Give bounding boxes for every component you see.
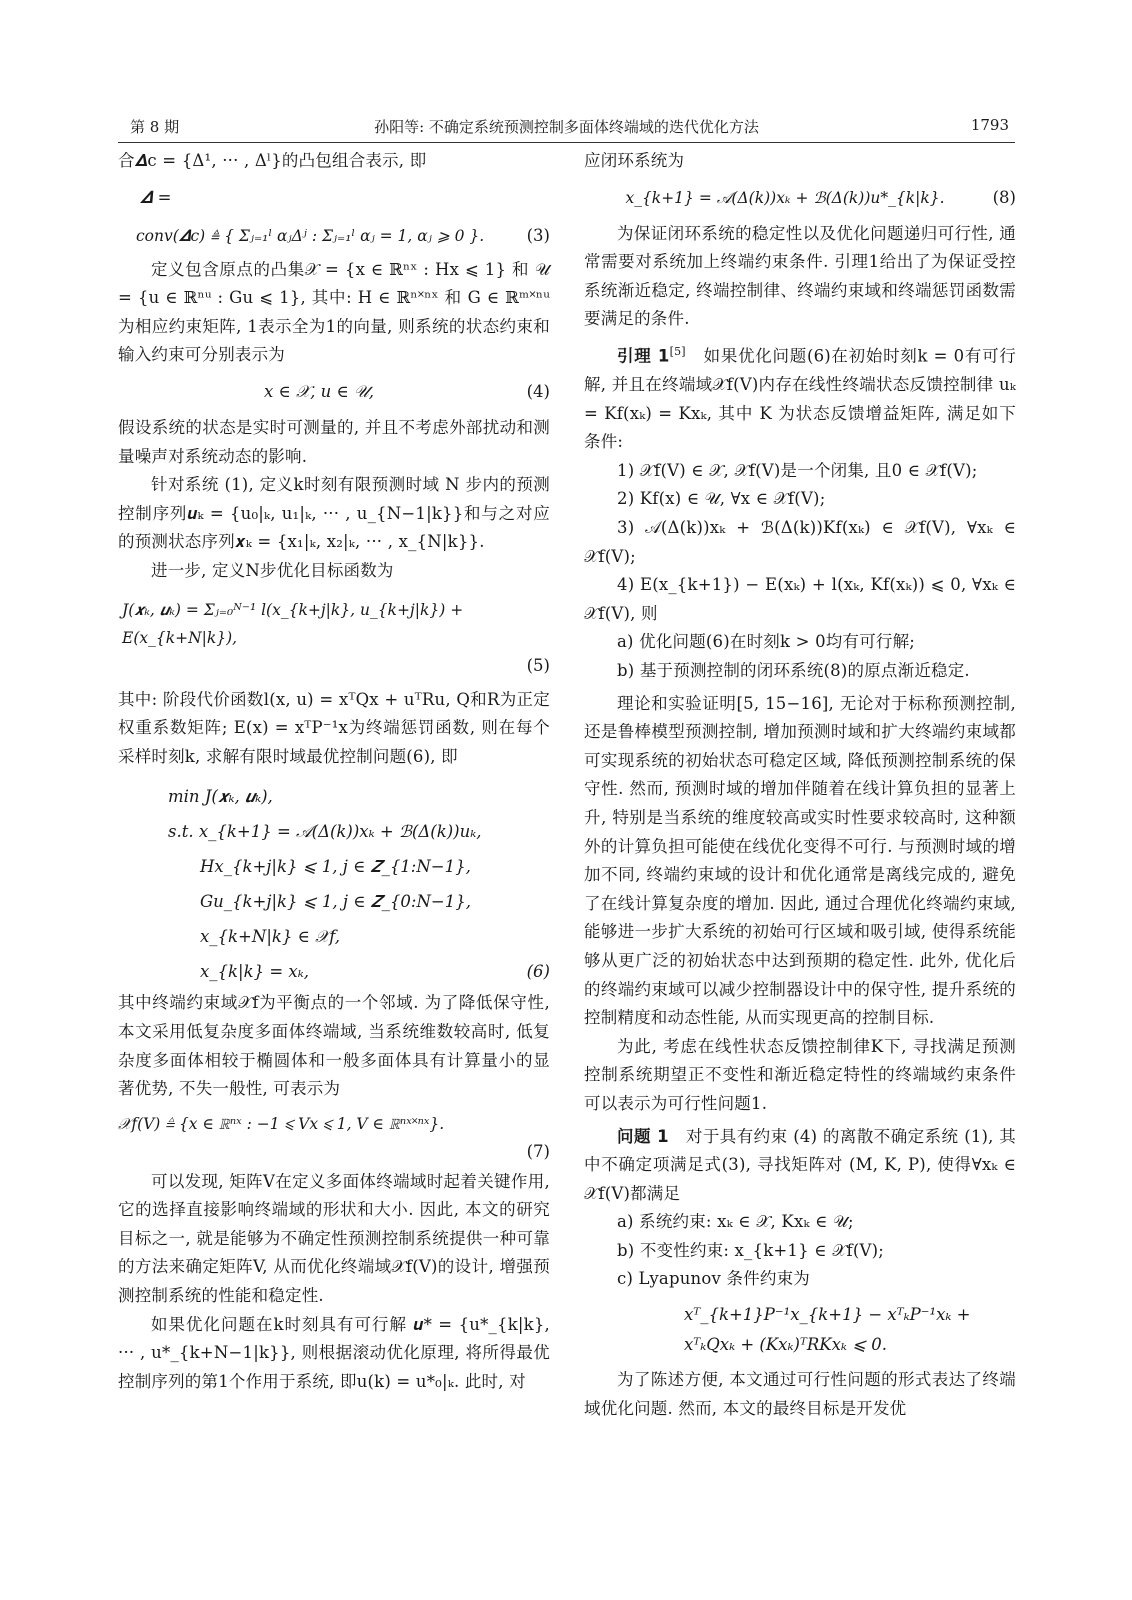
lemma-text: 如果优化问题(6)在初始时刻k = 0有可行解, 并且在终端域𝒳f(V)内存在线性终端状态反馈控制律 uₖ = Kf(xₖ) = Kxₖ, 其中 K 为状态反馈增益矩阵, 满足如下条件: [584,346,1016,452]
equation-4-body: x ∈ 𝒳, u ∈ 𝒰, [263,381,375,401]
constraint-a: a) 系统约束: xₖ ∈ 𝒳, Kxₖ ∈ 𝒰; [617,1212,854,1232]
condition-1: 1) 𝒳f(V) ∈ 𝒳, 𝒳f(V)是一个闭集, 且0 ∈ 𝒳f(V); [617,460,978,480]
paragraph: 定义包含原点的凸集𝒳 = {x ∈ ℝⁿˣ : Hx ⩽ 1} 和 𝒰 = {u ∈ ℝⁿᵘ : Gu ⩽ 1}, 其中: H ∈ ℝⁿ˟ⁿˣ 和 G ∈ ℝᵐ˟ⁿᵘ为相应约束矩阵, 1表示全为1的向量, 则系统的状态约束和输入约束可分别表示为 [118,259,550,365]
paragraph: 为了陈述方便, 本文通过可行性问题的形式表达了终端域优化问题. 然而, 本文的最终目标是开发优 [584,1370,1016,1418]
equation-number: (3) [526,225,550,245]
lyapunov-line1: xᵀ_{k+1}P⁻¹x_{k+1} − xᵀₖP⁻¹xₖ + [684,1305,971,1325]
problem-text: 对于具有约束 (4) 的离散不确定系统 (1), 其中不确定项满足式(3), 寻找矩阵对 (M, K, P), 使得∀xₖ ∈ 𝒳f(V)都满足 [584,1126,1017,1203]
constraint-b: b) 不变性约束: x_{k+1} ∈ 𝒳f(V); [617,1240,884,1260]
paragraph: 针对系统 (1), 定义k时刻有限预测时域 N 步内的预测控制序列𝒖ₖ = {u₀|ₖ, u₁|ₖ, ··· , u_{N−1|k}}和与之对应的预测状态序列𝒙ₖ = {x₁|ₖ, x₂|ₖ, ··· , x_{N|k}}. [118,475,550,552]
equation-3-line2: conv(𝜟c) ≜ { Σⱼ₌₁ˡ αⱼΔʲ : Σⱼ₌₁ˡ αⱼ = 1, αⱼ ⩾ 0 }. [136,226,485,245]
lemma-title: 引理 1 [617,346,670,366]
equation-6-line4: Gu_{k+j|k} ⩽ 1, j ∈ 𝒁_{0:N−1}, [200,892,471,912]
result-a: a) 优化问题(6)在时刻k > 0均有可行解; [617,632,916,652]
equation-number: (8) [992,187,1016,207]
paragraph: 假设系统的状态是实时可测量的, 并且不考虑外部扰动和测量噪声对系统动态的影响. [118,417,550,466]
running-header [118,112,1015,143]
result-b: b) 基于预测控制的闭环系统(8)的原点渐近稳定. [617,661,970,680]
equation-3 [118,184,550,212]
equation-4 [118,378,550,406]
equation-6-line6: x_{k|k} = xₖ, [200,962,309,982]
paragraph: 合𝜟c = {Δ¹, ··· , Δˡ}的凸包组合表示, 即 [118,151,427,170]
equation-5-body: J(𝒙ₖ, 𝒖ₖ) = Σⱼ₌₀ᴺ⁻¹ l(x_{k+j|k}, u_{k+j|k}) + E(x_{k+N|k}), [122,600,464,647]
equation-3-line1: 𝜟 = [140,187,172,207]
citation: [5] [669,344,686,358]
condition-2: 2) Kf(x) ∈ 𝒰, ∀x ∈ 𝒳f(V); [617,489,826,509]
paragraph: 进一步, 定义N步优化目标函数为 [151,560,394,580]
paragraph: 其中: 阶段代价函数l(x, u) = xᵀQx + uᵀRu, Q和R为正定权重系数矩阵; E(x) = xᵀP⁻¹x为终端惩罚函数, 则在每个采样时刻k, 求解有限时域最优控制问题(6), 即 [118,689,550,766]
paragraph: 应闭环系统为 [584,151,685,170]
objective: min J(𝒙ₖ, 𝒖ₖ), [168,787,273,807]
equation-6-line1 [168,779,550,814]
paragraph: 为保证闭环系统的稳定性以及优化问题递归可行性, 通常需要对系统加上终端约束条件. 引理1给出了为保证受控系统渐近稳定, 终端控制律、终端约束域和终端惩罚函数需要满足的条件. [584,223,1016,329]
lyapunov-condition [584,1300,1016,1360]
lyapunov-line2: xᵀₖQxₖ + (Kxₖ)ᵀRKxₖ ⩽ 0. [684,1335,888,1355]
constraint-c: c) Lyapunov 条件约束为 [617,1269,810,1289]
equation-number: (7) [526,1141,550,1161]
equation-8 [584,184,1016,212]
condition-3: 3) 𝒜(Δ(k))xₖ + ℬ(Δ(k))Kf(xₖ) ∈ 𝒳f(V), ∀xₖ ∈ 𝒳f(V); [584,518,1016,566]
right-column [584,147,1016,1423]
equation-7 [118,1110,550,1161]
problem-1 [584,1123,1016,1209]
equation-number: (5) [526,655,550,675]
problem-title: 问题 1 [617,1126,669,1146]
page-number: 1793 [970,116,1009,134]
equation-6-line3: Hx_{k+j|k} ⩽ 1, j ∈ 𝒁_{1:N−1}, [200,857,471,877]
running-title: 孙阳等: 不确定系统预测控制多面体终端域的迭代优化方法 [374,118,759,136]
paragraph: 如果优化问题在k时刻具有可行解 𝒖* = {u*_{k|k}, ··· , u*_{k+N−1|k}}, 则根据滚动优化原理, 将所得最优控制序列的第1个作用于系统, 即u(k) = u*₀|ₖ. 此时, 对 [118,1314,550,1391]
equation-5 [118,596,550,675]
equation-7-body: 𝒳f(V) ≜ {x ∈ ℝⁿˣ : −1 ⩽ Vx ⩽ 1, V ∈ ℝⁿˣ˟ⁿˣ}. [118,1114,445,1133]
issue-number: 第 8 期 [130,118,180,136]
equation-8-body: x_{k+1} = 𝒜(Δ(k))xₖ + ℬ(Δ(k))u*_{k|k}. [625,188,945,207]
equation-number: (6) [526,962,550,982]
paragraph: 理论和实验证明[5, 15−16], 无论对于标称预测控制, 还是鲁棒模型预测控制, 增加预测时域和扩大终端约束域都可实现系统的初始状态可稳定区域, 降低预测控制系统的保守性. 然而, 预测时域的增加伴随着在线计算负担的显著上升, 特别是当系统的维度较高或实时性要求较高时, 这种额外的计算负担可能使在线优化变得不可行. 与预测时域的增加不同, 终端约束域的设计和优化通常是离线完成的, 避免了在线计算复杂度的增加. 因此, 通过合理优化终端约束域, 能够进一步扩大系统的初始可行区域和吸引域, 使得系统能够从更广泛的初始状态中达到预期的稳定性. 此外, 优化后的终端约束域可以减少控制器设计中的保守性, 提升系统的控制精度和动态性能, 从而实现更高的控制目标. [584,693,1016,1028]
equation-number: (4) [526,381,550,401]
equation-6-line2: s.t. x_{k+1} = 𝒜(Δ(k))xₖ + ℬ(Δ(k))uₖ, [168,822,482,842]
condition-4: 4) E(x_{k+1}) − E(xₖ) + l(xₖ, Kf(xₖ)) ⩽ 0, ∀xₖ ∈ 𝒳f(V), 则 [584,575,1016,623]
paragraph: 为此, 考虑在线性状态反馈控制律K下, 寻找满足预测控制系统期望正不变性和渐近稳定特性的终端域约束条件可以表示为可行性问题1. [584,1036,1016,1113]
optimization-problem-6 [118,779,550,989]
left-column [118,147,550,1396]
lemma-1 [584,338,1016,457]
equation-6-line5: x_{k+N|k} ∈ 𝒳f, [200,927,341,947]
equation-3b [118,222,550,250]
paragraph: 其中终端约束域𝒳f为平衡点的一个邻域. 为了降低保守性, 本文采用低复杂度多面体终端域, 当系统维数较高时, 低复杂度多面体相较于椭圆体和一般多面体具有计算量小的显著优势, 不失一般性, 可表示为 [118,993,550,1099]
paragraph: 可以发现, 矩阵V在定义多面体终端域时起着关键作用, 它的选择直接影响终端域的形状和大小. 因此, 本文的研究目标之一, 就是能够为不确定性预测控制系统提供一种可靠的方法来确定矩阵V, 从而优化终端域𝒳f(V)的设计, 增强预测控制系统的性能和稳定性. [118,1171,550,1306]
